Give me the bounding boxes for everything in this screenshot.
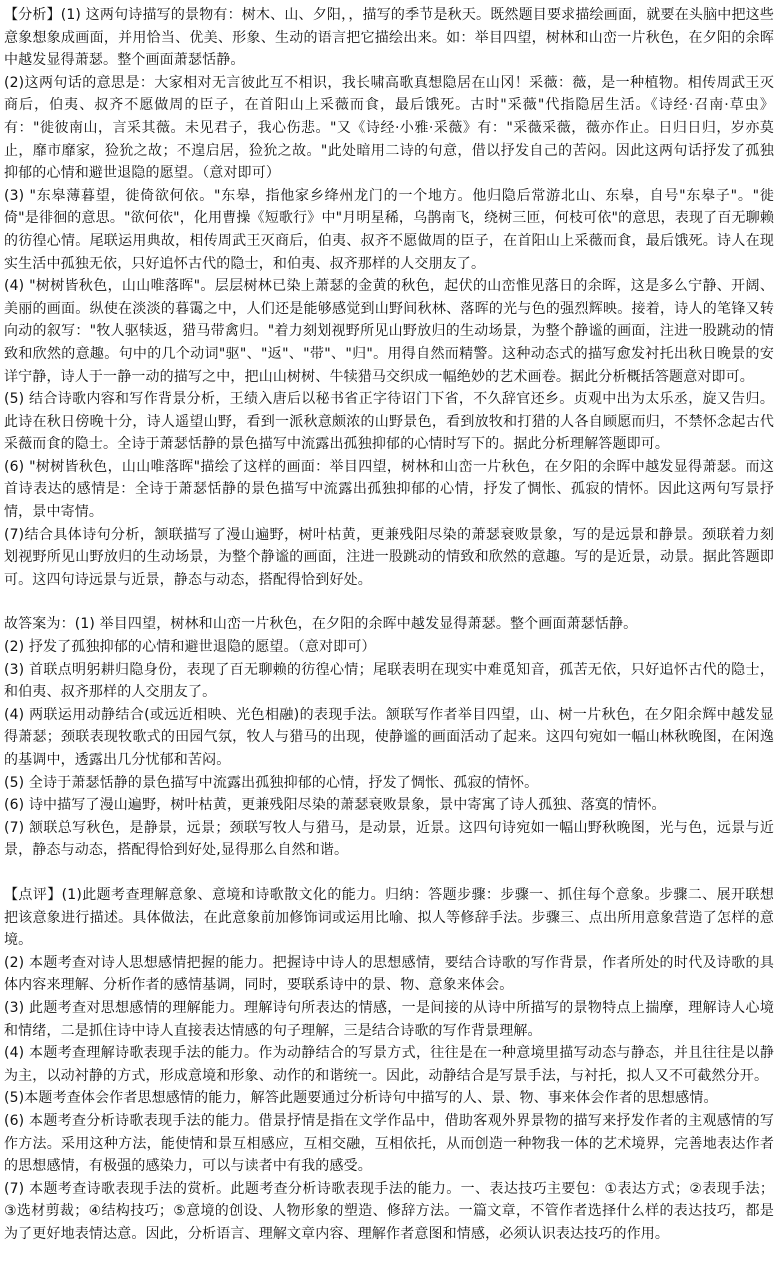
section-spacer bbox=[4, 862, 774, 884]
answer-paragraph-1: 故答案为：(1) 举目四望，树林和山峦一片秋色，在夕阳的余晖中越发显得萧瑟。整个画面萧瑟恬静。 bbox=[4, 616, 638, 633]
answer-paragraph-7: (7) 颔联总写秋色，是静景，远景；颈联写牧人与猎马，是动景，近景。这四句诗宛如一幅山野秋晚图，光与色，远景与近景，静态与动态，搭配得恰到好处,显得那么自然和谐。 bbox=[4, 819, 774, 859]
comment-paragraph-3: (3) 此题考查对思想感情的理解能力。理解诗句所表达的情感，一是间接的从诗中所描写的景物特点上揣摩，理解诗人心境和情绪，二是抓住诗中诗人直接表达情感的句子理解，三是结合诗歌的写作背景理解。 bbox=[4, 999, 774, 1039]
analysis-section bbox=[4, 4, 774, 591]
analysis-paragraph-2: (2)这两句话的意思是：大家相对无言彼此互不相识，我长啸高歌真想隐居在山冈！采薇：薇，是一种植物。相传周武王灭商后，伯夷、叔齐不愿做周的臣子，在首阳山上采薇而食，最后饿死。古时"采薇"代指隐居生活。《诗经·召南·草虫》有："徙彼南山，言采其薇。未见君子，我心伤悲。"又《诗经·小雅·采薇》有："采薇采薇，薇亦作止。日归日归，岁亦莫止，靡市靡家，猃狁之故；不遑启居，猃狁之故。"此处暗用二诗的句意，借以抒发自己的苦闷。因此这两句话抒发了孤独抑郁的心情和避世退隐的愿望。（意对即可） bbox=[4, 74, 774, 182]
comment-paragraph-2: (2) 本题考查对诗人思想感情把握的能力。把握诗中诗人的思想感情，要结合诗歌的写作背景，作者所处的时代及诗歌的具体内容来理解、分析作者的感情基调，同时，要联系诗中的景、物、意象来体会。 bbox=[4, 954, 774, 994]
comment-paragraph-5: (5)本题考查体会作者思想感情的能力，解答此题要通过分析诗句中描写的人、景、物、事来体会作者的思想感情。 bbox=[4, 1090, 718, 1107]
comment-section bbox=[4, 884, 774, 1246]
answer-paragraph-5: (5) 全诗于萧瑟恬静的景色描写中流露出孤独抑郁的心情，抒发了惆怅、孤寂的情怀。 bbox=[4, 774, 539, 791]
answer-paragraph-3: (3) 首联点明躬耕归隐身份，表现了百无聊赖的彷徨心情；尾联表明在现实中难觅知音，孤苦无依，只好追怀古代的隐士，和伯夷、叔齐那样的人交朋友了。 bbox=[4, 661, 774, 701]
section-spacer bbox=[4, 591, 774, 613]
answer-paragraph-6: (6) 诗中描写了漫山遍野，树叶枯黄，更兼残阳尽染的萧瑟衰败景象，景中寄寓了诗人孤独、落寞的情怀。 bbox=[4, 797, 666, 814]
comment-paragraph-4: (4) 本题考查理解诗歌表现手法的能力。作为动静结合的写景方式，往往是在一种意境里描写动态与静态，并且往往是以静为主，以动衬静的方式，形成意境和形象、动作的和谐统一。因此，动静结合是写景手法，与衬托，拟人又不可截然分开。 bbox=[4, 1045, 774, 1084]
analysis-paragraph-6: (6) "树树皆秋色，山山唯落晖"描绘了这样的画面：举目四望，树林和山峦一片秋色，在夕阳的余晖中越发显得萧瑟。而这首诗表达的感情是：全诗于萧瑟恬静的景色描写中流露出孤独抑郁的心情，抒发了惆怅、孤寂的情怀。因此这两句写景抒情，景中寄情。 bbox=[4, 458, 774, 521]
analysis-paragraph-1: 【分析】(1) 这两句诗描写的景物有：树木、山、夕阳，，描写的季节是秋天。既然题目要求描绘画面，就要在头脑中把这些意象想象成画面，并用恰当、优美、形象、生动的语言把它描绘出来。如：举目四望，树林和山峦一片秋色，在夕阳的余晖中越发显得萧瑟。整个画面萧瑟恬静。 bbox=[4, 7, 774, 69]
answer-paragraph-2: (2) 抒发了孤独抑郁的心情和避世退隐的愿望。（意对即可） bbox=[4, 639, 376, 656]
answer-paragraph-4: (4) 两联运用动静结合(或远近相映、光色相融)的表现手法。颔联写作者举目四望，山、树一片秋色，在夕阳余辉中越发显得萧瑟；颈联表现牧歌式的田园气氛，牧人与猎马的出现，使静谧的画面活动了起来。这四句宛如一幅山林秋晚图，在闲逸的基调中，透露出几分忧郁和苦闷。 bbox=[4, 706, 774, 768]
analysis-paragraph-4: (4) "树树皆秋色，山山唯落晖"。层层树林已染上萧瑟的金黄的秋色，起伏的山峦惟见落日的余晖，这是多么宁静、开阔、美丽的画面。纵使在淡淡的暮霭之中，人们还是能够感觉到山野间秋林、落晖的光与色的强烈辉映。接着，诗人的笔锋又转向动的叙写："牧人驱犊返，猎马带禽归。"着力刻划视野所见山野放归的生动场景，为整个静谧的画面，注进一股跳动的情致和欣然的意趣。句中的几个动词"驱"、"返"、"带"、"归"。用得自然而精警。这种动态式的描写愈发衬托出秋日晚景的安详宁静，诗人于一静一动的描写之中，把山山树树、牛犊猎马交织成一幅绝妙的艺术画卷。据此分析概括答题意对即可。 bbox=[4, 278, 774, 385]
analysis-paragraph-3: (3) "东皋薄暮望，徙倚欲何依。"东皋，指他家乡绛州龙门的一个地方。他归隐后常游北山、东皋，自号"东皋子"。"徙倚"是徘徊的意思。"欲何依"，化用曹操《短歌行》中"月明星稀，乌鹊南飞，绕树三匝，何枝可依"的意思，表现了百无聊赖的彷徨心情。尾联运用典故，相传周武王灭商后，伯夷、叔齐不愿做周的臣子，在首阳山上采薇而食，最后饿死。诗人在现实生活中孤独无依，只好追怀古代的隐士，和伯夷、叔齐那样的人交朋友了。 bbox=[4, 187, 774, 272]
comment-paragraph-7: (7) 本题考查诗歌表现手法的赏析。此题考查分析诗歌表现手法的能力。一、表达技巧主要包：①表达方式；②表现手法；③选材剪裁；④结构技巧；⑤意境的创设、人物形象的塑造、修辞方法。一篇文章，不管作者选择什么样的表达技巧，都是为了更好地表情达意。因此，分析语言、理解文章内容、理解作者意图和情感，必须认识表达技巧的作用。 bbox=[4, 1180, 774, 1242]
analysis-paragraph-5: (5) 结合诗歌内容和写作背景分析，王绩入唐后以秘书省正字待诏门下省，不久辞官还乡。贞观中出为太乐丞，旋又告归。此诗在秋日傍晚十分，诗人遥望山野，看到一派秋意颇浓的山野景色，看到放牧和打猎的人各自顾愿而归，不禁怀念起古代采薇而食的隐士。全诗于萧瑟恬静的景色描写中流露出孤独抑郁的心情时写下的。据此分析理解答题即可。 bbox=[4, 391, 774, 453]
comment-paragraph-6: (6) 本题考查分析诗歌表现手法的能力。借景抒情是指在文学作品中，借助客观外界景物的描写来抒发作者的主观感情的写作方法。采用这种方法，能使情和景互相感应，互相交融，互相依托，从而创造一种物我一体的艺术境界，完善地表达作者的思想感情，有极强的感染力，可以与读者中有我的感受。 bbox=[4, 1112, 774, 1175]
analysis-paragraph-7: (7)结合具体诗句分析，颔联描写了漫山遍野，树叶枯黄，更兼残阳尽染的萧瑟衰败景象，写的是远景和静景。颈联着力刻划视野所见山野放归的生动场景，为整个静谧的画面，注进一股跳动的情致和欣然的意趣。写的是近景，动景。据此答题即可。这四句诗远景与近景，静态与动态，搭配得恰到好处。 bbox=[4, 526, 774, 588]
comment-paragraph-1: 【点评】(1)此题考查理解意象、意境和诗歌散文化的能力。归纳：答题步骤：步骤一、抓住每个意象。步骤二、展开联想把该意象进行描述。具体做法，在此意象前加修饰词或运用比喻、拟人等修辞手法。步骤三、点出所用意象营造了怎样的意境。 bbox=[4, 886, 774, 949]
answer-section bbox=[4, 613, 774, 862]
